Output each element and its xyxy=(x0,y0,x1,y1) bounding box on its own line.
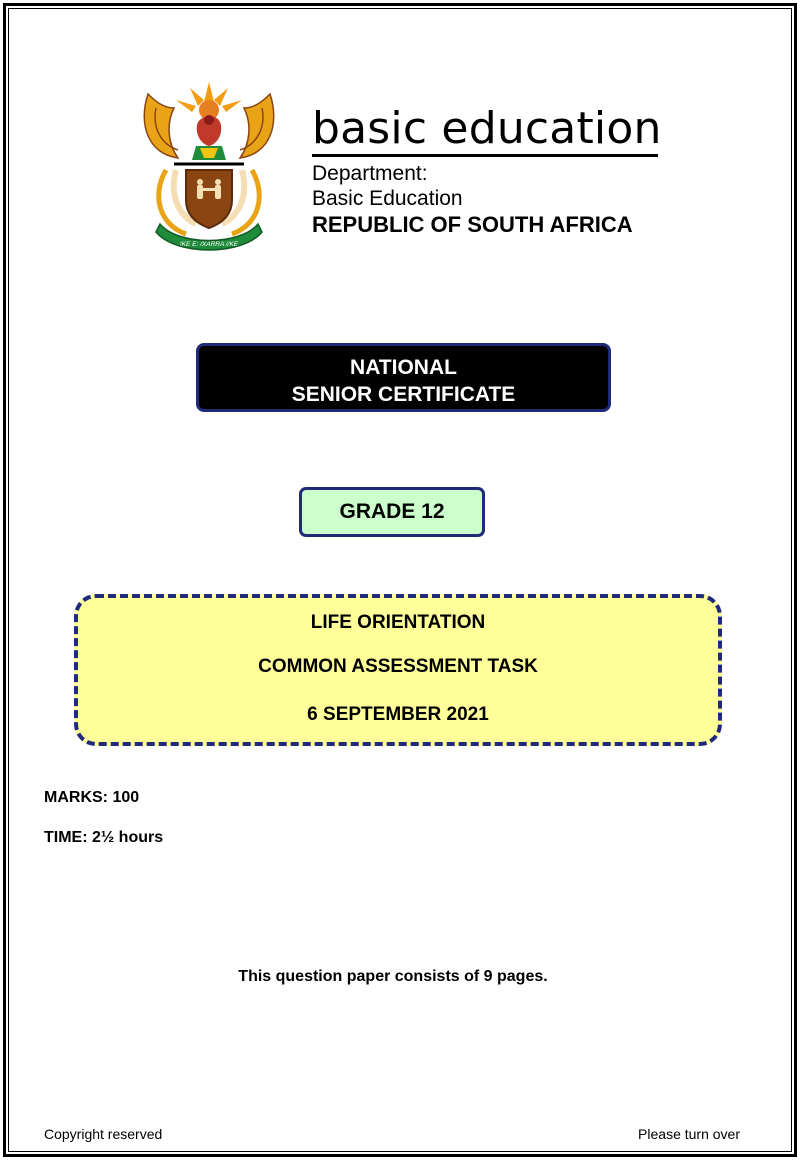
department-name: Basic Education xyxy=(312,187,463,210)
coat-of-arms-logo xyxy=(138,74,280,252)
exam-task: COMMON ASSESSMENT TASK xyxy=(258,656,538,677)
footer-copyright: Copyright reserved xyxy=(44,1126,163,1142)
certificate-line-1: NATIONAL xyxy=(350,356,457,379)
department-label: Department: xyxy=(312,162,428,185)
brand-divider xyxy=(312,154,658,157)
exam-date: 6 SEPTEMBER 2021 xyxy=(307,704,489,725)
exam-info-box xyxy=(74,594,722,746)
exam-subject: LIFE ORIENTATION xyxy=(310,612,486,633)
country-name: REPUBLIC OF SOUTH AFRICA xyxy=(312,212,633,237)
page-count-note: This question paper consists of 9 pages. xyxy=(238,968,548,985)
marks-label: MARKS: 100 xyxy=(44,789,140,806)
time-label: TIME: 2½ hours xyxy=(44,829,164,846)
department-brand xyxy=(312,104,662,238)
footer-turn-over: Please turn over xyxy=(638,1126,740,1142)
brand-title: basic education xyxy=(312,103,662,154)
grade-badge: GRADE 12 xyxy=(299,487,485,537)
certificate-banner xyxy=(196,343,611,412)
certificate-line-2: SENIOR CERTIFICATE xyxy=(291,383,516,406)
svg-text:!KE E: /XARRA //KE: !KE E: /XARRA //KE xyxy=(179,241,239,248)
